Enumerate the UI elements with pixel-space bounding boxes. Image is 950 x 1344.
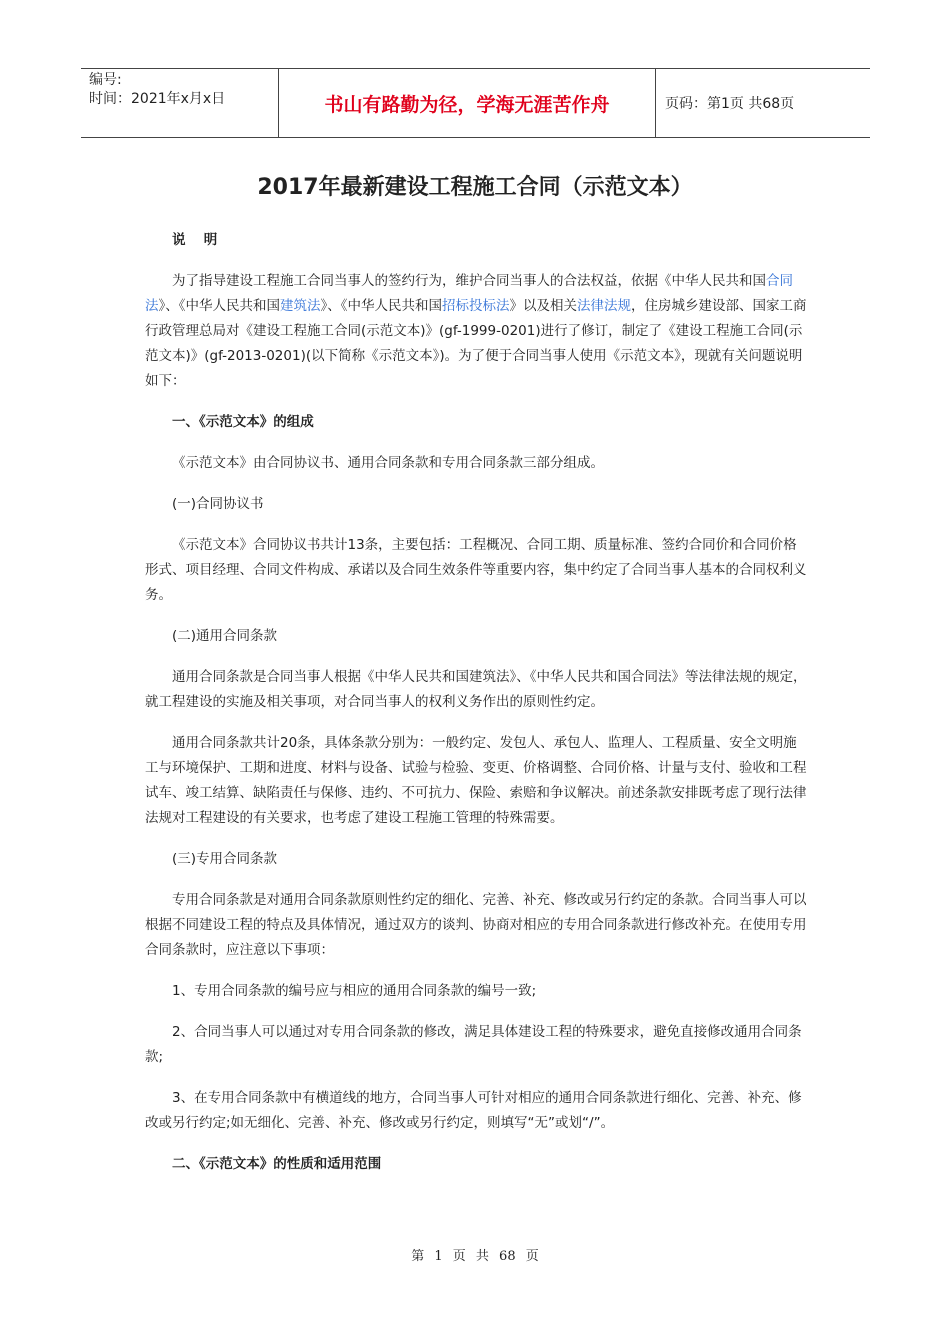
intro-text: 为了指导建设工程施工合同当事人的签约行为，维护合同当事人的合法权益，依据《中华人民共和国 (172, 273, 766, 289)
sub3-heading: (三)专用合同条款 (172, 851, 278, 867)
sub2-paragraph: 通用合同条款是合同当事人根据《中华人民共和国建筑法》、《中华人民共和国合同法》等法律法规的规定，就工程建设的实施及相关事项，对合同当事人的权利义务作出的原则性约定。 (145, 669, 807, 710)
intro-text: 》、《中华人民共和国 (320, 298, 442, 314)
sub3-list-item: 3、在专用合同条款中有横道线的地方，合同当事人可针对相应的通用合同条款进行细化、完善、补充、修改或另行约定;如无细化、完善、补充、修改或另行约定，则填写“无”或划“/”。 (145, 1090, 802, 1131)
header-meta (81, 69, 279, 137)
section1-heading: 一、《示范文本》的组成 (172, 414, 314, 430)
header-motto: 书山有路勤为径，学海无涯苦作舟 (279, 69, 656, 137)
sub2-heading: (二)通用合同条款 (172, 628, 278, 644)
page-footer: 第 1 页 共 68 页 (411, 1249, 539, 1264)
intro-heading: 说 明 (172, 232, 224, 248)
sub2-paragraph: 通用合同条款共计20条，具体条款分别为：一般约定、发包人、承包人、监理人、工程质量、安全文明施工与环境保护、工期和进度、材料与设备、试验与检验、变更、价格调整、合同价格、计量与支付、验收和工程试车、竣工结算、缺陷责任与保修、违约、不可抗力、保险、索赔和争议解决。前述条款安排既考虑了现行法律法规对工程建设的有关要求，也考虑了建设工程施工管理的特殊需要。 (145, 735, 807, 826)
intro-text: 》、《中华人民共和国 (158, 298, 280, 314)
doc-number-label: 编号: (89, 72, 122, 88)
page-header (81, 68, 870, 138)
document-body (145, 228, 810, 1193)
intro-paragraph (145, 269, 810, 394)
sub3-list-item: 2、合同当事人可以通过对专用合同条款的修改，满足具体建设工程的特殊要求，避免直接修改通用合同条款; (145, 1024, 802, 1065)
sub3-list-item: 1、专用合同条款的编号应与相应的通用合同条款的编号一致; (172, 983, 537, 999)
section1-paragraph: 《示范文本》由合同协议书、通用合同条款和专用合同条款三部分组成。 (172, 455, 604, 471)
sub1-heading: (一)合同协议书 (172, 496, 264, 512)
header-page-info: 页码：第1页 共68页 (665, 96, 795, 112)
sub3-paragraph: 专用合同条款是对通用合同条款原则性约定的细化、完善、补充、修改或另行约定的条款。合同当事人可以根据不同建设工程的特点及具体情况，通过双方的谈判、协商对相应的专用合同条款进行修改补充。在使用专用合同条款时，应注意以下事项： (145, 892, 807, 958)
document-title: 2017年最新建设工程施工合同（示范文本） (257, 175, 693, 200)
link-construction-law[interactable]: 建筑法 (280, 298, 321, 314)
section2-heading: 二、《示范文本》的性质和适用范围 (172, 1156, 382, 1172)
link-bidding-law[interactable]: 招标投标法 (442, 298, 510, 314)
link-laws-regulations[interactable]: 法律法规 (577, 298, 631, 314)
doc-date-label: 时间：2021年x月x日 (89, 91, 226, 107)
sub1-paragraph: 《示范文本》合同协议书共计13条，主要包括：工程概况、合同工期、质量标准、签约合同价和合同价格形式、项目经理、合同文件构成、承诺以及合同生效条件等重要内容，集中约定了合同当事人基本的合同权利义务。 (145, 537, 807, 603)
link-contract-law[interactable]: 合同法 (145, 273, 793, 314)
intro-text: ，住房城乡建设部、国家工商行政管理总局对《建设工程施工合同(示范文本)》(gf-1999-0201)进行了修订，制定了《建设工程施工合同(示范文本)》(gf-2013-0201)(以下简称《示范文本》)。为了便于合同当事人使用《示范文本》，现就有关问题说明如下： (145, 298, 807, 389)
intro-text: 》以及相关 (509, 298, 577, 314)
